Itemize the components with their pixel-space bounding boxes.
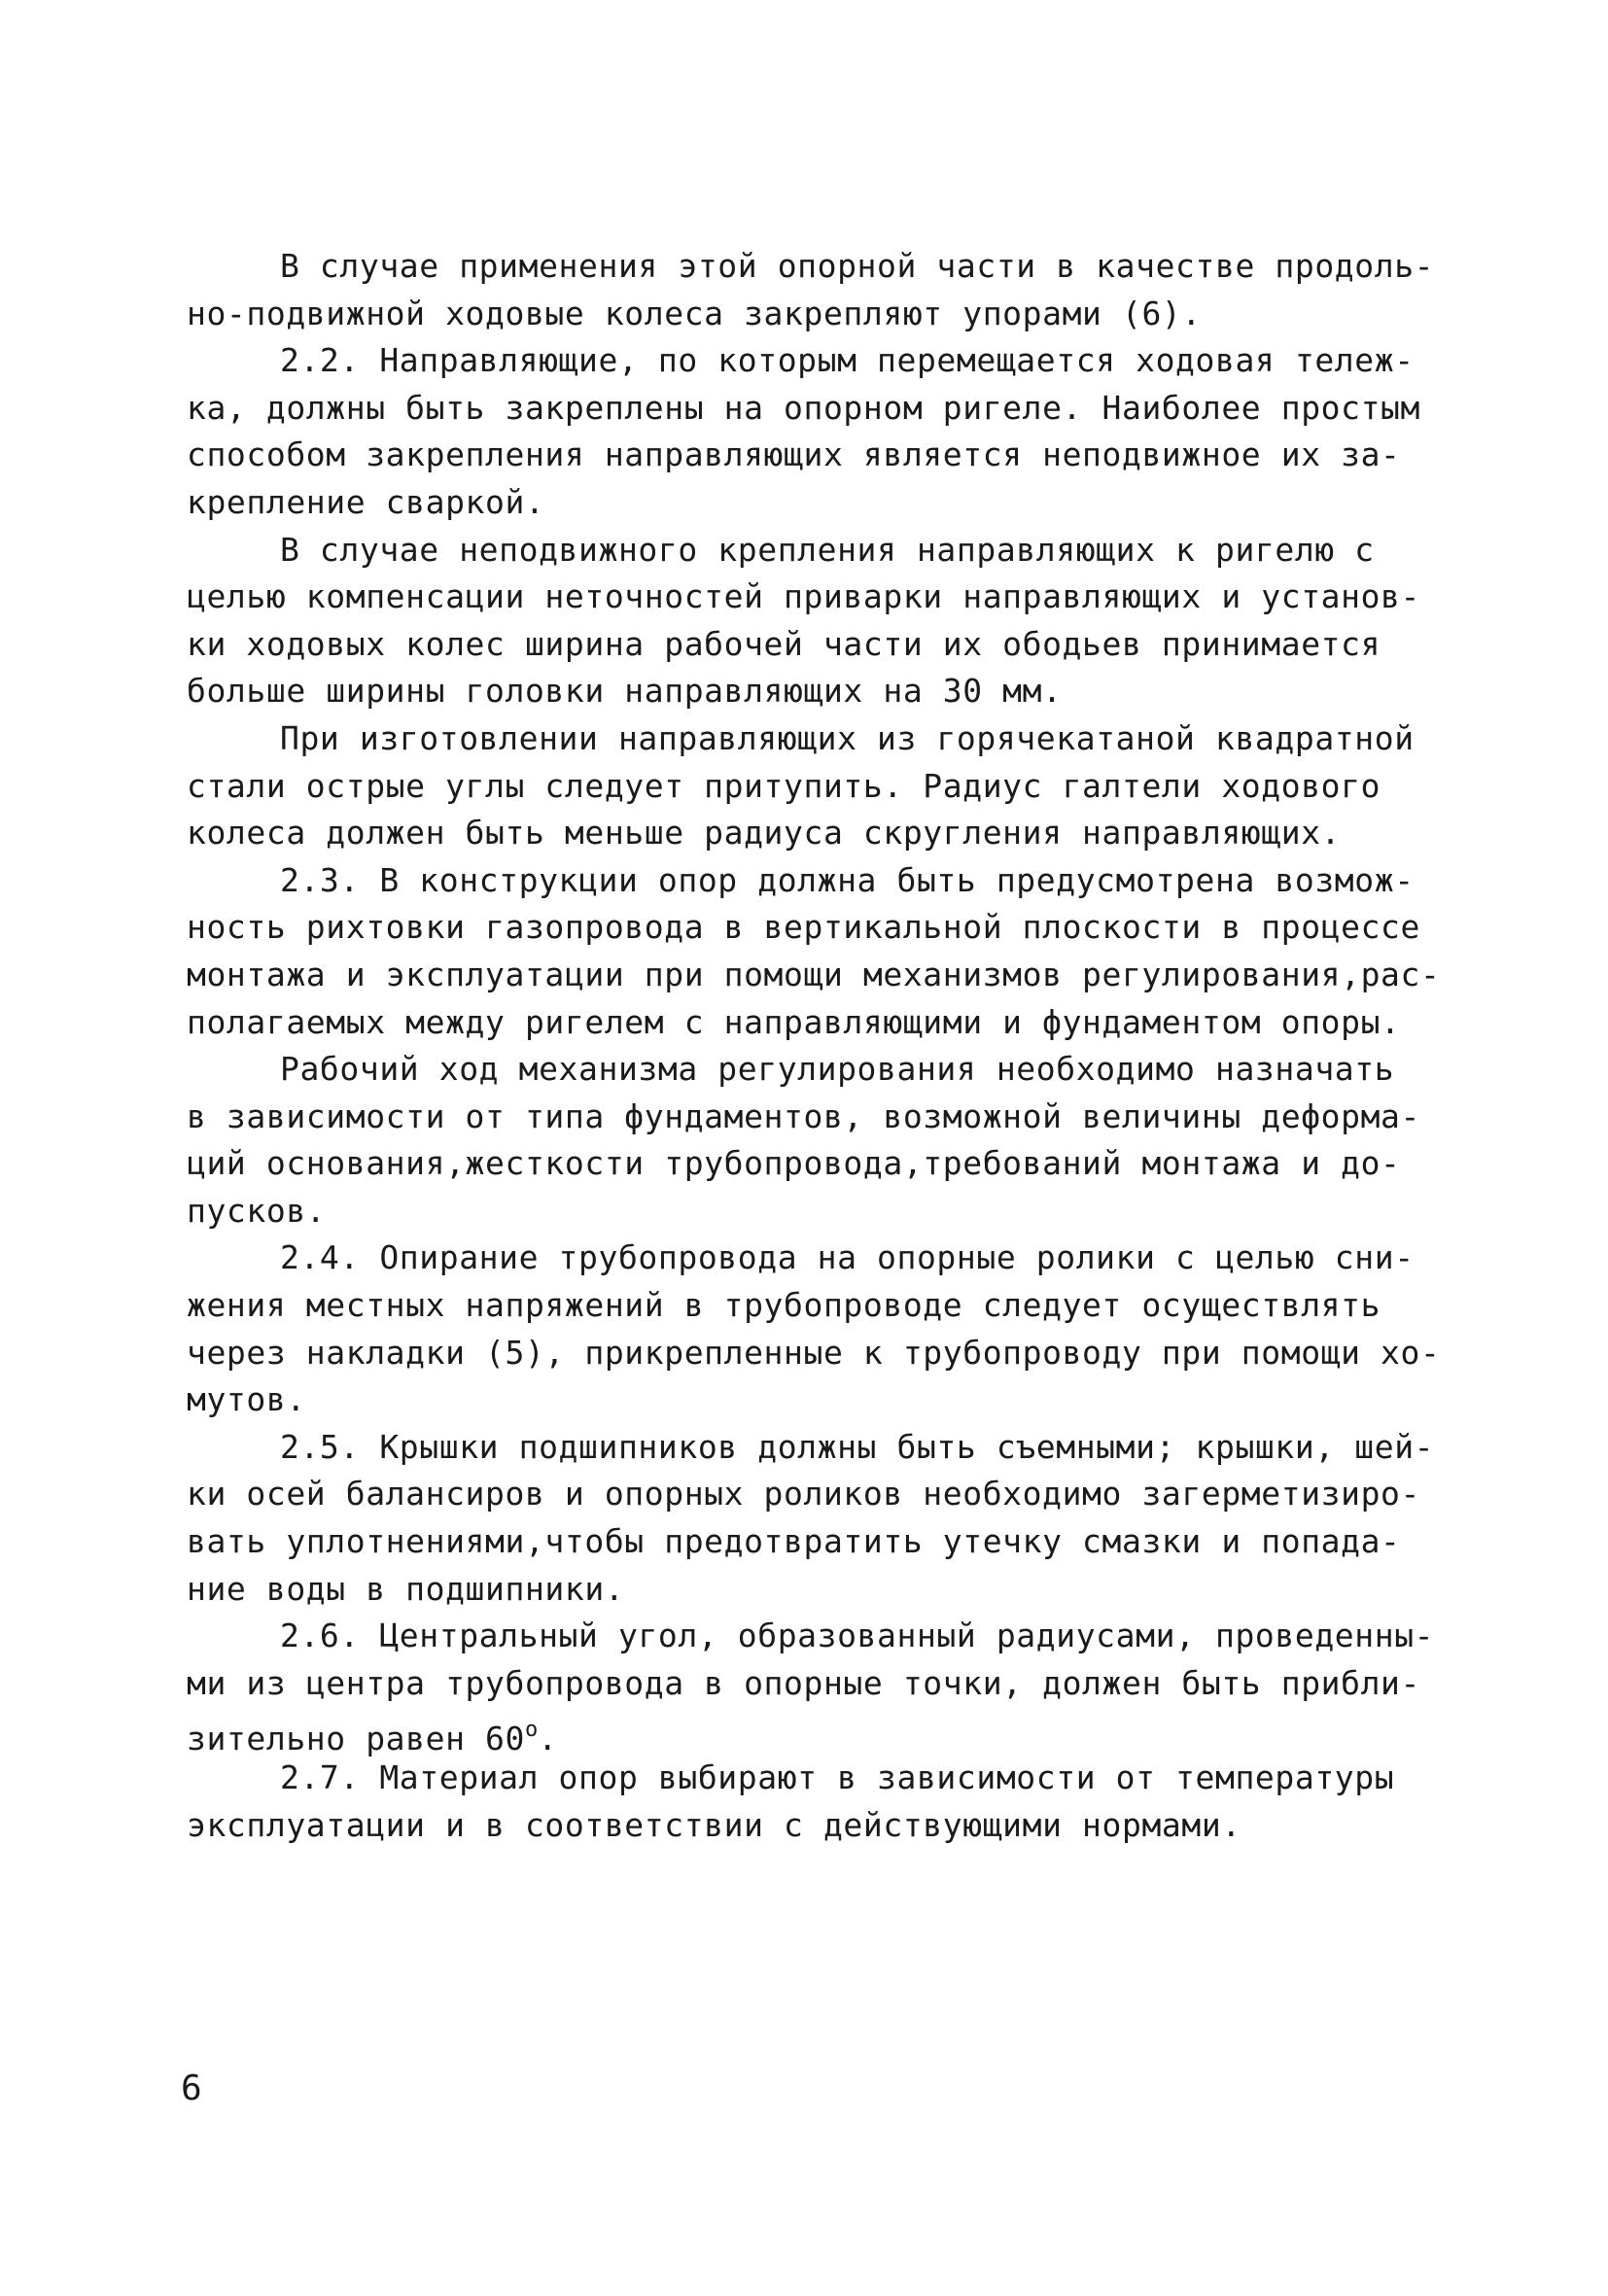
text-line: монтажа и эксплуатации при помощи механизмов регулирования,рас-	[187, 955, 1441, 993]
text-line: ми из центра трубопровода в опорные точки, должен быть прибли-	[187, 1663, 1420, 1702]
text-line: ность рихтовки газопровода в вертикальной плоскости в процессе	[187, 908, 1420, 947]
text-line: мутов.	[187, 1380, 306, 1419]
text-line: в зависимости от типа фундаментов, возможной величины деформа-	[187, 1096, 1420, 1135]
text-line: ций основания,жесткости трубопровода,требований монтажа и до-	[187, 1144, 1401, 1183]
text-line: полагаемых между ригелем с направляющими и фундаментом опоры.	[187, 1002, 1401, 1041]
text-line: Рабочий ход механизма регулирования необходимо назначать	[280, 1050, 1395, 1089]
page-number: 6	[181, 2069, 202, 2108]
text-line: В случае неподвижного крепления направляющих к ригелю с	[280, 530, 1375, 569]
document-body	[187, 243, 1441, 1849]
text-line: стали острые углы следует притупить. Радиус галтели ходового	[187, 766, 1381, 805]
text-line: 2.7. Материал опор выбирают в зависимости от температуры	[280, 1758, 1395, 1796]
text-line: эксплуатации и в соответствии с действующими нормами.	[187, 1805, 1241, 1844]
text-line: жения местных напряжений в трубопроводе следует осуществлять	[187, 1286, 1381, 1325]
text-line: способом закрепления направляющих является неподвижное их за-	[187, 435, 1401, 474]
degree-superscript: о	[524, 1718, 539, 1743]
text-line: вать уплотнениями,чтобы предотвратить утечку смазки и попада-	[187, 1522, 1401, 1561]
text-segment: зительно равен 60	[187, 1720, 525, 1758]
text-line: ки ходовых колес ширина рабочей части их ободьев принимается	[187, 624, 1381, 663]
text-line: ки осей балансиров и опорных роликов необходимо загерметизиро-	[187, 1475, 1420, 1513]
text-line: целью компенсации неточностей приварки направляющих и установ-	[187, 577, 1420, 616]
text-line: 2.5. Крышки подшипников должны быть съемными; крышки, шей-	[280, 1427, 1435, 1466]
text-line: но-подвижной ходовые колеса закрепляют упорами (6).	[187, 294, 1202, 332]
text-line: При изготовлении направляющих из горячекатаной квадратной	[280, 718, 1415, 757]
text-line: крепление сваркой.	[187, 482, 545, 521]
text-segment: .	[538, 1720, 558, 1758]
text-line: 2.3. В конструкции опор должна быть предусмотрена возмож-	[280, 860, 1415, 899]
text-line: ние воды в подшипники.	[187, 1569, 625, 1608]
text-line: 2.4. Опирание трубопровода на опорные ролики с целью сни-	[280, 1238, 1415, 1277]
text-line: ка, должны быть закреплены на опорном ригеле. Наиболее простым	[187, 388, 1420, 427]
text-line-with-degree	[187, 1707, 1441, 1758]
text-line: больше ширины головки направляющих на 30 мм.	[187, 672, 1063, 711]
text-line: В случае применения этой опорной части в качестве продоль-	[280, 247, 1435, 285]
text-line: колеса должен быть меньше радиуса скругления направляющих.	[187, 814, 1342, 852]
text-line: пусков.	[187, 1191, 327, 1230]
text-line: 2.6. Центральный угол, образованный радиусами, проведенны-	[280, 1617, 1435, 1655]
text-line: через накладки (5), прикрепленные к трубопроводу при помощи хо-	[187, 1333, 1441, 1372]
text-line: 2.2. Направляющие, по которым перемещается ходовая тележ-	[280, 341, 1415, 380]
